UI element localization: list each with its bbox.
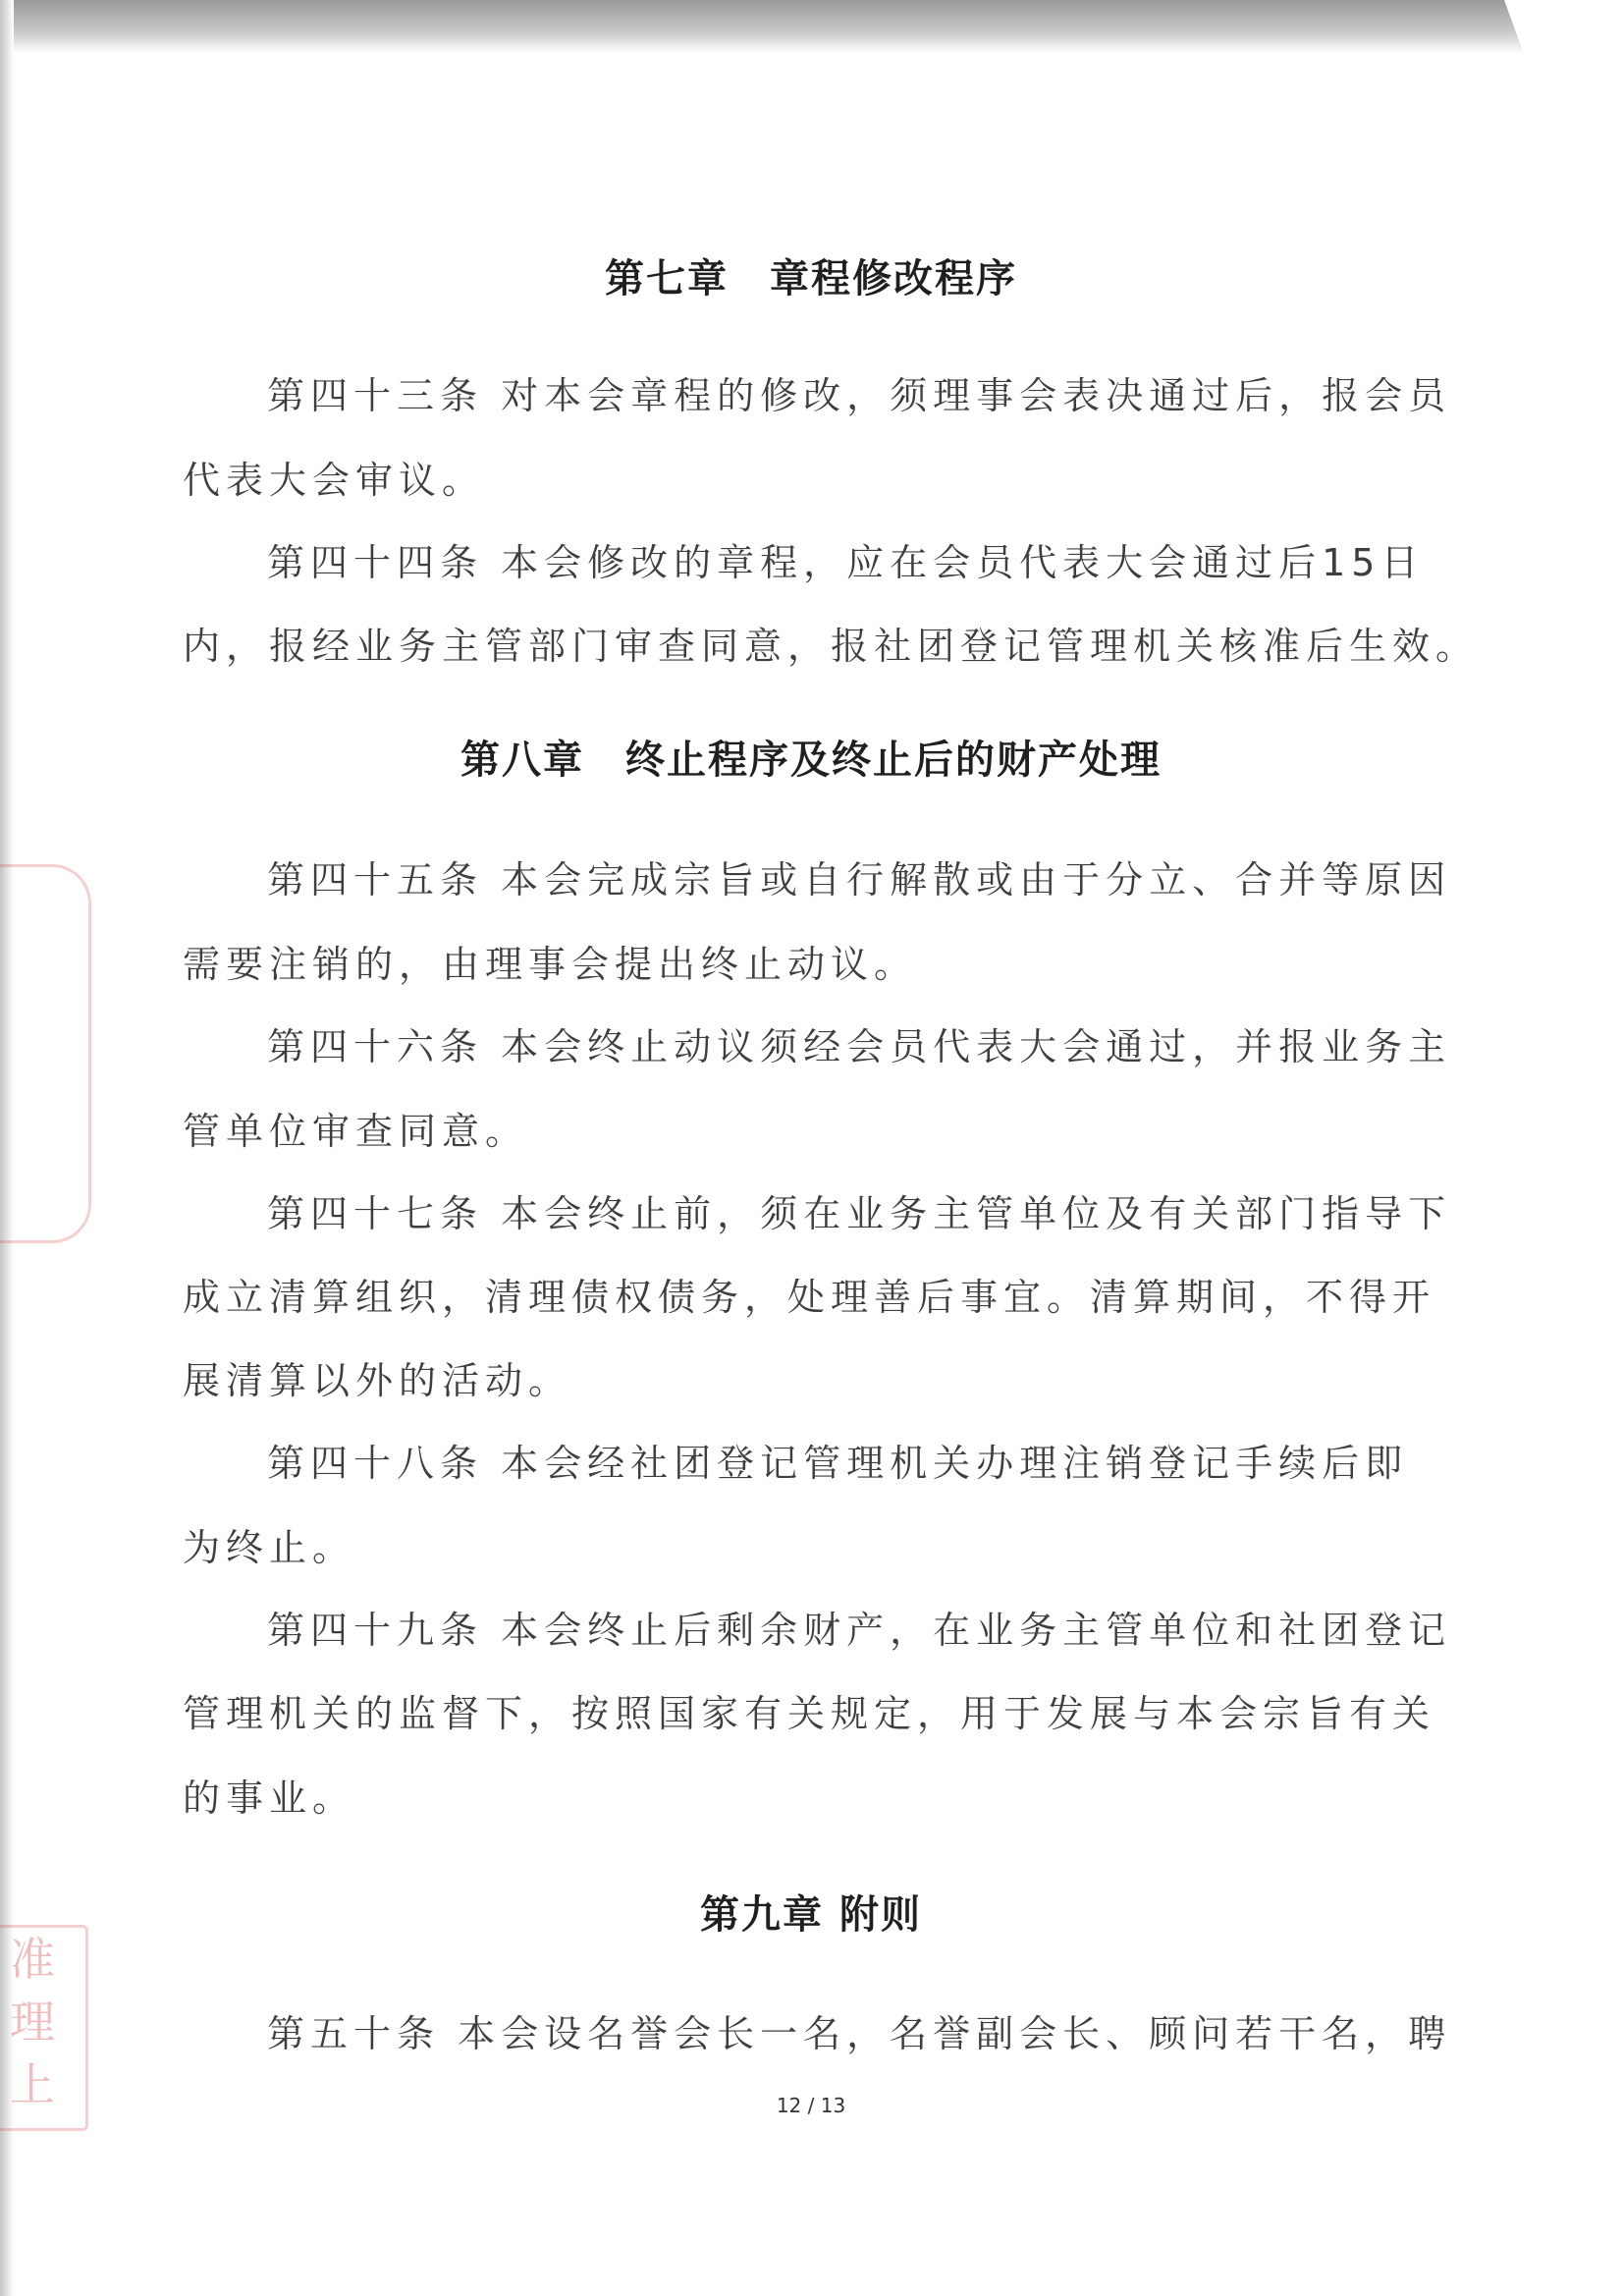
article-47-line-3: 展清算以外的活动。 [183,1359,572,1402]
page-number: 12 / 13 [776,2094,846,2117]
article-48-line-2: 为终止。 [183,1526,356,1569]
article-44-line-2: 内，报经业务主管部门审查同意，报社团登记管理机关核准后生效。 [183,625,1480,668]
article-45-line-1: 第四十五条 本会完成宗旨或自行解散或由于分立、合并等原因 [267,858,1452,902]
chapter-8-title: 第八章 终止程序及终止后的财产处理 [460,738,1162,783]
chapter-9-title: 第九章 附则 [700,1892,922,1938]
article-43-line-2: 代表大会审议。 [183,459,486,502]
article-43-line-1: 第四十三条 对本会章程的修改，须理事会表决通过后，报会员 [267,374,1452,417]
article-46-line-2: 管单位审查同意。 [183,1110,529,1153]
article-49-line-2: 管理机关的监督下，按照国家有关规定，用于发展与本会宗旨有关 [183,1692,1436,1735]
article-44-line-1: 第四十四条 本会修改的章程，应在会员代表大会通过后15日 [267,541,1425,584]
article-49-line-1: 第四十九条 本会终止后剩余财产，在业务主管单位和社团登记 [267,1609,1452,1652]
article-50-line-1: 第五十条 本会设名誉会长一名，名誉副会长、顾问若干名，聘 [267,2012,1452,2055]
chapter-7-title: 第七章 章程修改程序 [605,256,1017,301]
red-approval-stamp: 准 理 上 [0,1925,88,2131]
article-47-line-1: 第四十七条 本会终止前，须在业务主管单位及有关部门指导下 [267,1192,1452,1235]
article-48-line-1: 第四十八条 本会经社团登记管理机关办理注销登记手续后即 [267,1442,1409,1485]
article-47-line-2: 成立清算组织，清理债权债务，处理善后事宜。清算期间，不得开 [183,1276,1436,1319]
article-45-line-2: 需要注销的，由理事会提出终止动议。 [183,943,918,986]
article-49-line-3: 的事业。 [183,1777,356,1820]
article-46-line-1: 第四十六条 本会终止动议须经会员代表大会通过，并报业务主 [267,1025,1452,1068]
